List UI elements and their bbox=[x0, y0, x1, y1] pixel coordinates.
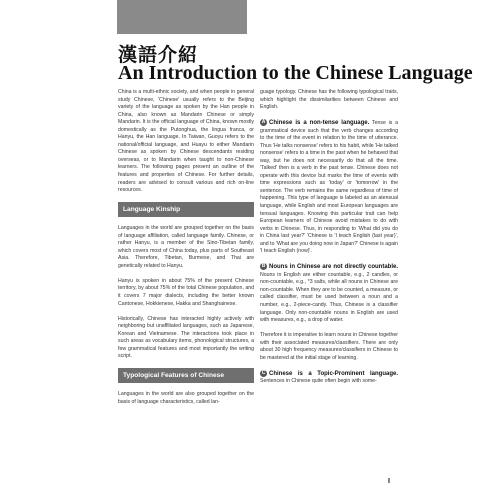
item-b-title: Nouns in Chinese are not directly countable. bbox=[269, 264, 398, 271]
item-a bbox=[260, 119, 398, 256]
kinship-paragraph-1: Languages in the world are grouped together on the basis of language affiliation, called language family. Chinese, or rather Hanyu, is a member of the Sino-Tibetan family, which covers most of China today, plus parts of Southeast Asia. Therefore, Tibetan, Burmese, and Thai are genetically related to Hanyu. bbox=[118, 225, 254, 269]
continuation-paragraph: guage typology. Chinese has the following typological traits, which highlight the dissimilarities between Chinese and English. bbox=[260, 89, 398, 111]
left-column bbox=[118, 89, 254, 414]
item-c-marker: C bbox=[261, 369, 266, 376]
item-c-text: Sentences in Chinese quite often begin with some- bbox=[260, 378, 377, 385]
item-a-title: Chinese is a non-tense language. bbox=[269, 120, 370, 127]
section-heading-kinship: Language Kinship bbox=[118, 202, 254, 217]
header-banner bbox=[117, 0, 247, 34]
right-column bbox=[260, 89, 398, 393]
section-heading-typological: Typological Features of Chinese bbox=[118, 368, 254, 383]
page-title-english: An Introduction to the Chinese Language bbox=[118, 62, 473, 84]
item-c bbox=[260, 370, 398, 386]
item-b-text: Nouns in English are either countable, e.g., 2 candles, or non-countable, e.g., *3 salts, while all nouns in Chinese are non-countable. When they are to be counted, a measure, or called classifier, must be used between a noun and a number, e.g., 2-piece-candy. Thus, Chinese is a classifier language. Only non-countable nouns in English are used with measures, e.g., a drop of water. bbox=[260, 271, 398, 324]
kinship-paragraph-2: Hanyu is spoken in about 75% of the present Chinese territory, by about 75% of the total Chinese population, and it covers 7 major dialects, including the better known Cantonese, Hokkienese, Hakka and Shanghainese. bbox=[118, 277, 254, 307]
typological-paragraph-1: Languages in the world are also grouped together on the basis of language characteristics, called lan- bbox=[118, 391, 254, 405]
item-a-marker: A bbox=[261, 119, 266, 126]
item-c-title: Chinese is a Topic-Prominent language. bbox=[269, 370, 398, 377]
page-number: I bbox=[388, 478, 390, 485]
item-b-marker: B bbox=[261, 263, 266, 270]
item-a-text: Tense is a grammatical device such that the verb changes according to the time of the event in relation to the time of utterance. Thus 'He talks nonsense' refers to his habit, while 'He talked nonsense' refers to a time in the past when he behaved that way, but he does not necessarily do that all the time. 'Talked' then is a verb in the past tense. Chinese does not operate with this device but marks the time of events with time expressions such as 'today' or 'tomorrow' in the sentence. The verb remains the same regardless of time of happening. This type of language is labeled as an atensual language, while English and most European languages are tensual languages. Knowing this particular trait can help European learners of Chinese avoid mistakes to do with verbs in Chinese. Thus, in responding to 'What did you do in China last year?' 'Chinese is 'I teach English (last year)', and to 'What are you doing now in Japan?' Chinese is again 'I teach English (now)'. bbox=[260, 120, 399, 255]
kinship-paragraph-3: Historically, Chinese has interacted highly actively with neighboring but unaffiliated languages, such as Japanese, Korean and Vietnamese. The interactions took place in such areas as vocabulary items, phonological structures, a few grammatical features and most importantly the writing script. bbox=[118, 315, 254, 360]
item-b bbox=[260, 263, 398, 324]
intro-paragraph: China is a multi-ethnic society, and when people in general study Chinese, 'Chinese' usually refers to the Beijing variety of the language as spoken by the Han people in China, also known as Mandarin Chinese or simply Mandarin. It is the official language of China, known mostly domestically as the Putonghua, the lingua franca, or Hanyu, the Han language. In Taiwan, Guoyu refers to the national/official language, and Huayu to either Mandarin Chinese as spoken by Chinese descendants residing overseas, or to Mandarin when taught to non-Chinese learners. The following pages present an outline of the features and properties of Chinese. For further details, readers are advised to consult various and rich on-line resources. bbox=[118, 89, 254, 194]
page-title-chinese: 漢語介紹 bbox=[118, 44, 199, 66]
item-b-paragraph-2: Therefore it is imperative to learn nouns in Chinese together with their associated measures/classifiers. There are only about 30 high frequency measures/classifiers in Chinese to be mastered at the initial stage of learning. bbox=[260, 332, 398, 361]
